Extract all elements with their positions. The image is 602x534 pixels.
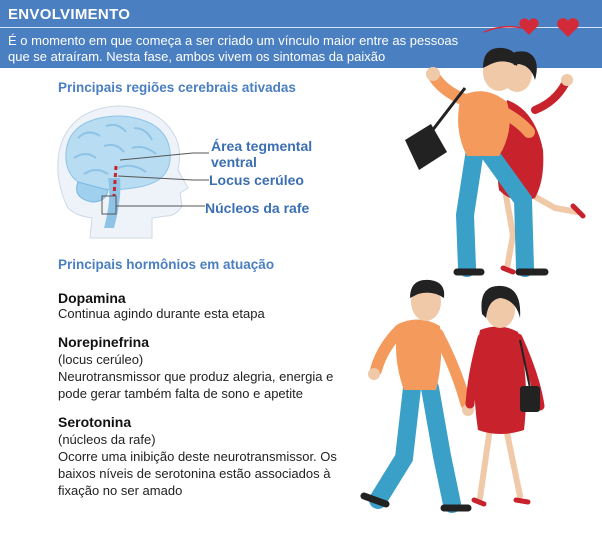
brain-section-title: Principais regiões cerebrais ativadas: [58, 80, 296, 95]
hormone-desc-dopamina: Continua agindo durante esta etapa: [58, 306, 265, 321]
hormone-desc-line: (núcleos da rafe): [58, 432, 156, 447]
hormones-section-title: Principais hormônios em atuação: [58, 257, 275, 272]
header-description: É o momento em que começa a ser criado um vínculo maior entre as pessoas que se atraíram. Nesta fase, ambos vivem os sintomas da paixão: [8, 33, 459, 64]
label-area-tegmental: Área tegmental ventral: [211, 138, 313, 170]
hormone-name-norepinefrina: Norepinefrina: [58, 334, 150, 350]
brain-head-illustration: [48, 98, 193, 243]
label-locus-ceruleo: Locus cerúleo: [209, 172, 304, 188]
hormone-desc-line: Neurotransmissor que produz alegria, energia e: [58, 369, 334, 384]
hormone-name-serotonina: Serotonina: [58, 414, 132, 430]
label-nucleos-rafe: Núcleos da rafe: [205, 200, 310, 216]
hormone-desc-line: pode gerar também falta de sono e apetite: [58, 386, 303, 401]
hormone-desc-line: fixação no ser amado: [58, 483, 183, 498]
couple-walking-illustration: [360, 278, 560, 518]
page-title: ENVOLVIMENTO: [8, 6, 131, 23]
hormone-desc-line: Ocorre uma inibição deste neurotransmissor. Os: [58, 449, 337, 464]
heart-icon: [556, 18, 580, 38]
hormone-name-dopamina: Dopamina: [58, 290, 126, 306]
hormone-desc-line: (locus cerúleo): [58, 352, 144, 367]
hormone-desc-line: baixos níveis de serotonina estão associados à: [58, 466, 331, 481]
heart-line-icon: [484, 22, 524, 34]
couple-kissing-illustration: [395, 40, 602, 280]
